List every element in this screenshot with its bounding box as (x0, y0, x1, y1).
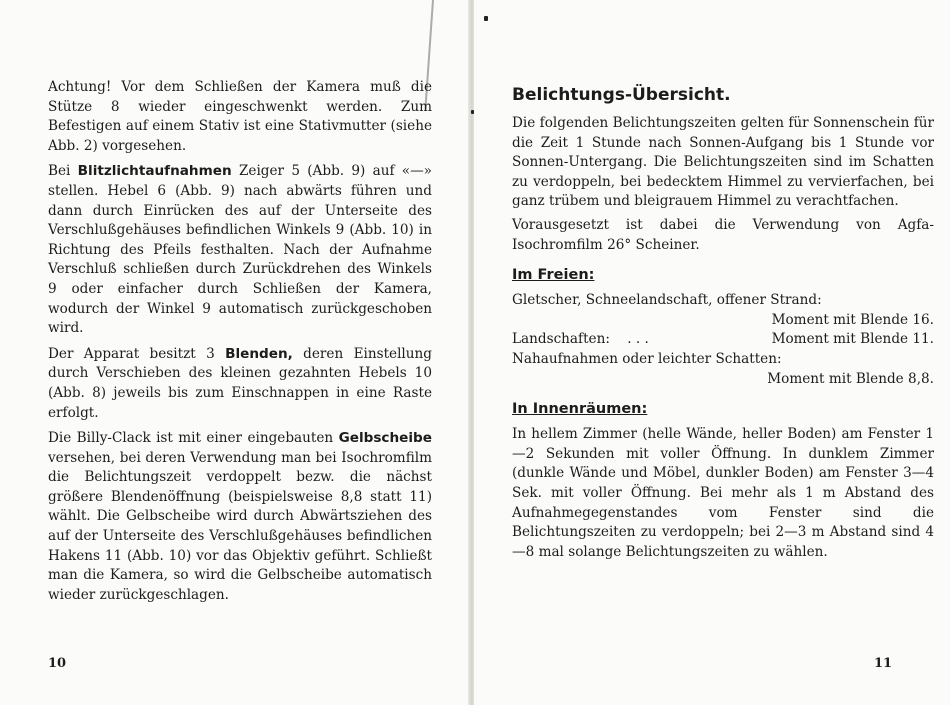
paragraph-innenraeumen: In hellem Zimmer (helle Wände, heller Boden) am Fenster 1—2 Sekunden mit voller Öffnung. In dunklem Zimmer (dunkle Wände und Möbel, dunkler Boden) am Fenster 3—4 Sek. mit voller Öffnung. Bei mehr als 1 m Abstand des Aufnahmegegenstandes vom Fenster sind die Belichtungszeiten zu verdoppeln; bei 2—3 m Abstand sind 4—8 mal solange Belichtungszeiten zu wählen. (512, 426, 934, 560)
exposure-line-nahaufnahmen: Nahaufnahmen oder leichter Schatten: (512, 350, 782, 367)
left-page (0, 0, 470, 705)
paragraph-gelbscheibe (48, 429, 432, 605)
section-heading-innenraeumen: In Innenräumen: (512, 401, 648, 418)
paragraph-blenden (48, 345, 432, 423)
exposure-value-nahaufnahmen: Moment mit Blende 8,8. (767, 370, 934, 387)
ink-speck (471, 110, 474, 114)
right-text-column (512, 78, 934, 566)
page-title: Belichtungs-Übersicht. (512, 85, 731, 105)
paragraph-intro: Die folgenden Belichtungszeiten gelten für Sonnenschein für die Zeit 1 Stunde nach Sonnen-Aufgang bis 1 Stunde vor Sonnen-Untergang. Die Belichtungszeiten sind im Schatten zu verdoppeln, bei bedecktem Himmel zu vervierfachen, bei ganz trübem und bleigrauem Himmel zu verachtfachen. (512, 115, 934, 210)
emphasis-blitzlichtaufnahmen: Blitzlichtaufnahmen (77, 163, 232, 180)
exposure-label-landschaften (512, 330, 649, 350)
emphasis-blenden: Blenden, (225, 345, 293, 362)
leader-dots: . . . (627, 331, 649, 348)
text: versehen, bei deren Verwendung man bei Isochromfilm die Belichtungszeit verdoppelt bezw. die nächst größere Blendenöffnung (beispielsweise 8,8 statt 11) wählt. Die Gelbscheibe wird durch Abwärtsziehen des auf der Unterseite des Verschlußgehäuses befindlichen Hakens 11 (Abb. 10) vor das Objektiv geführt. Schließt man die Kamera, so wird die Gelbscheibe automatisch wieder zurückgeschlagen. (48, 449, 432, 603)
exposure-row-landschaften (512, 330, 934, 350)
page-number-left: 10 (48, 656, 67, 671)
ink-speck (484, 16, 488, 21)
text: Bei (48, 163, 78, 180)
paragraph-premise: Vorausgesetzt ist dabei die Verwendung von Agfa-Isochromfilm 26° Scheiner. (512, 216, 934, 253)
emphasis-gelbscheibe: Gelbscheibe (338, 430, 432, 447)
exposure-line-gletscher: Gletscher, Schneelandschaft, offener Strand: (512, 292, 822, 309)
right-page (474, 0, 950, 705)
paragraph-blitzlicht (48, 162, 432, 338)
text: Die Billy-Clack ist mit einer eingebauten (48, 430, 339, 447)
text: Der Apparat besitzt 3 (48, 345, 226, 362)
text: Landschaften: (512, 331, 610, 348)
paragraph-achtung: Achtung! Vor dem Schließen der Kamera muß die Stütze 8 wieder eingeschwenkt werden. Zum Befestigen auf einem Stativ ist eine Stativmutter (siehe Abb. 2) vorgesehen. (48, 79, 432, 154)
exposure-value-landschaften: Moment mit Blende 11. (771, 331, 934, 348)
text: deren Einstellung durch Verschieben des kleinen gezahnten Hebels 10 (Abb. 8) jeweils bis zum Einschnappen in eine Raste erfolgt. (48, 345, 432, 421)
exposure-value-gletscher: Moment mit Blende 16. (771, 311, 934, 328)
left-text-column (48, 78, 432, 611)
section-heading-im-freien: Im Freien: (512, 267, 595, 284)
page-number-right: 11 (874, 656, 893, 671)
text: Zeiger 5 (Abb. 9) auf «—» stellen. Hebel 6 (Abb. 9) nach abwärts führen und dann durch Einrücken des auf der Unterseite des Verschlußgehäuses befindlichen Winkels 9 (Abb. 10) in Richtung des Pfeils festhalten. Nach der Aufnahme Verschluß schließen durch Zurückdrehen des Winkels 9 oder einfacher durch Schließen der Kamera, wodurch der Winkel 9 automatisch zurückgeschoben wird. (48, 163, 433, 337)
